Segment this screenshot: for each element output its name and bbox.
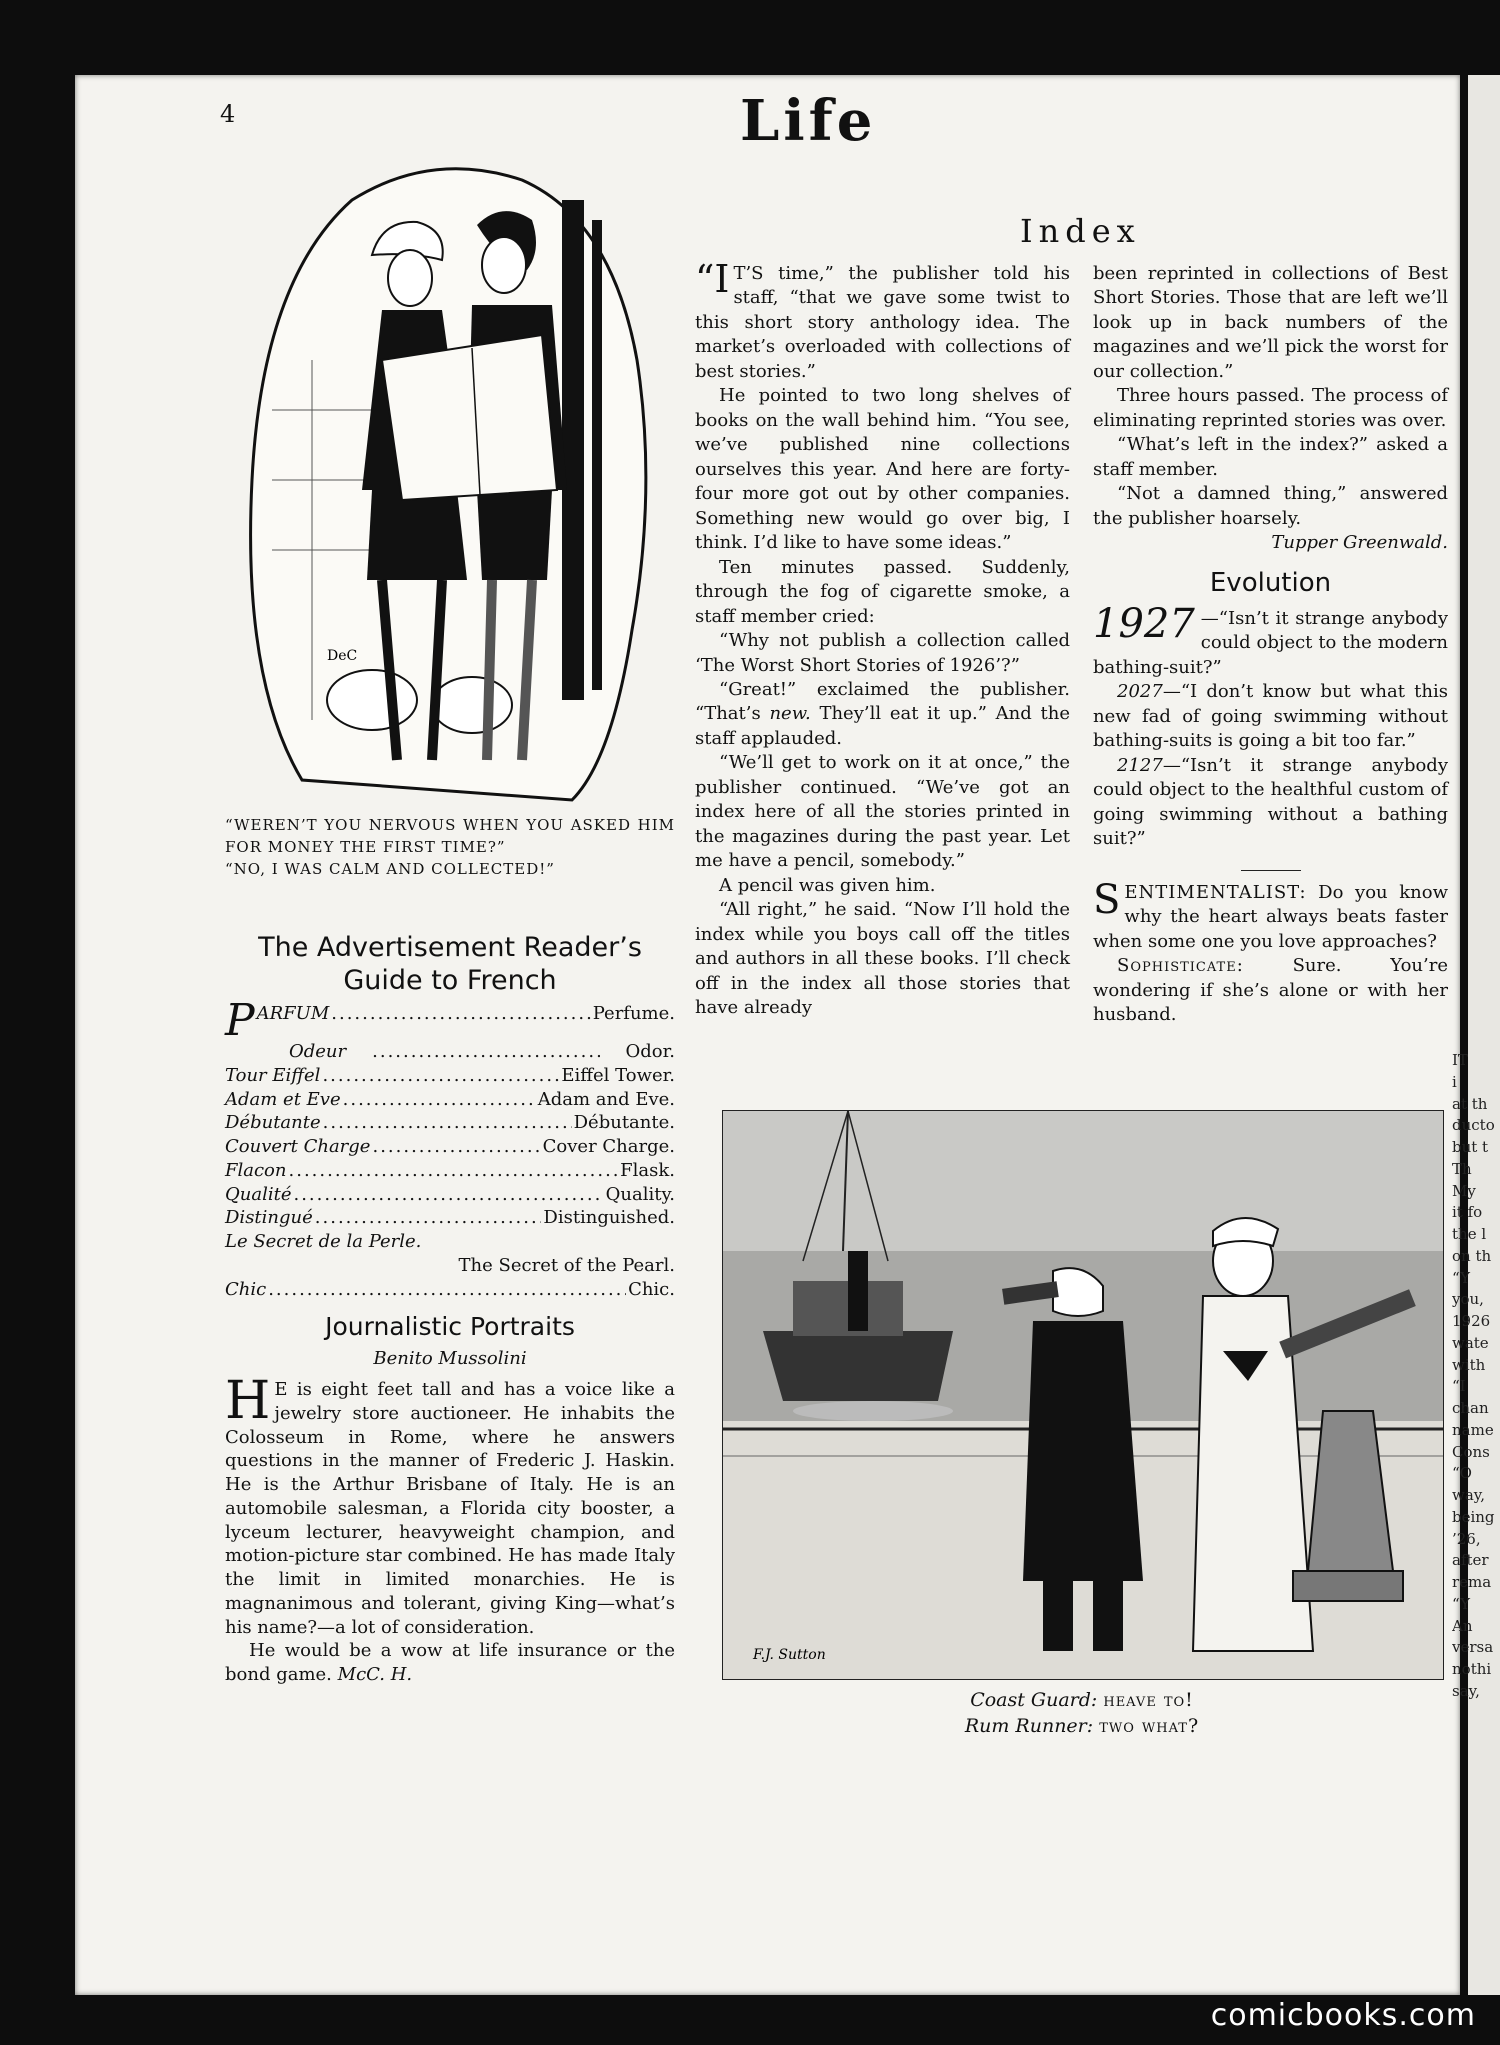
edge-text-line: with xyxy=(1452,1355,1486,1374)
guide-term: ARFUM xyxy=(256,1003,330,1024)
guide-row xyxy=(225,995,675,1046)
section-divider xyxy=(1241,870,1301,871)
index-paragraph: Ten minutes passed. Suddenly, through the fog of cigarette smoke, a staff member cried: xyxy=(695,556,1070,627)
evolution-text: —“Isn’t it strange anybody could object to the healthful custom of going swimming without a bathing suit?” xyxy=(1093,754,1448,850)
edge-text-line: it fo xyxy=(1452,1203,1483,1222)
edge-text-line: Cons xyxy=(1452,1442,1490,1461)
index-text: They’ll eat it up.” And the staff applauded. xyxy=(695,703,1070,749)
guide-term: Tour Eiffel xyxy=(225,1064,321,1086)
journalistic-paragraph: E is eight feet tall and has a voice like a jewelry store auctioneer. He inhabits the Colosseum in Rome, where he answers questions in the manner of Frederic J. Haskin. He is the Arthur Brisbane of Italy. He is an automobile salesman, a Florida city booster, a lyceum lecturer, heavyweight champion, and motion-picture star combined. He has made Italy the limit in limited monarchies. He is magnanimous and tolerant, giving King—what’s his name?—a lot of consideration. xyxy=(225,1379,675,1638)
leader-dots xyxy=(348,1040,599,1064)
index-paragraph: “Not a damned thing,” answered the publisher hoarsely. xyxy=(1093,483,1448,529)
french-guide-list xyxy=(225,995,675,1301)
guide-heading: The Advertisement Reader’s Guide to French xyxy=(258,932,642,996)
evolution-text: —“Isn’t it strange anybody could object to the modern bathing-suit?” xyxy=(1093,607,1448,678)
leader-dots xyxy=(331,1002,590,1040)
edge-text-line: “I xyxy=(1452,1377,1466,1396)
edge-text-line: 1926 xyxy=(1452,1312,1491,1330)
guide-term: Qualité xyxy=(225,1183,292,1205)
edge-text-line: “O xyxy=(1452,1464,1472,1483)
edge-text-line: rema xyxy=(1452,1573,1492,1591)
edge-text-line: “Y xyxy=(1452,1268,1470,1287)
edge-text-line: An xyxy=(1452,1616,1473,1635)
speaker-label: ENTIMENTALIST: xyxy=(1124,881,1307,903)
guide-row xyxy=(225,1278,675,1302)
edge-text-line: the l xyxy=(1452,1225,1487,1243)
edge-text-line: nothi xyxy=(1452,1660,1492,1678)
cartoon-coast-guard-ship xyxy=(722,1110,1444,1680)
journalistic-heading: Journalistic Portraits xyxy=(325,1312,575,1341)
journalistic-signature: McC. H. xyxy=(337,1664,413,1685)
guide-meaning: Chic. xyxy=(628,1278,675,1300)
guide-row xyxy=(225,1159,675,1183)
index-column-right xyxy=(1093,262,1448,1027)
ship-cartoon-caption xyxy=(722,1688,1442,1739)
index-text: “Great!” exclaimed the publisher. “That’s xyxy=(695,678,1070,725)
index-emphasis: new. xyxy=(769,703,811,725)
evolution-heading: Evolution xyxy=(1209,567,1332,598)
edge-text-line: versa xyxy=(1452,1638,1494,1657)
index-signature: Tupper Greenwald. xyxy=(1271,532,1448,554)
edge-text-line: at th xyxy=(1452,1094,1488,1113)
guide-meaning: Adam and Eve. xyxy=(537,1088,675,1110)
edge-text-line: Th xyxy=(1452,1159,1472,1178)
drop-cap: “I xyxy=(695,257,730,301)
index-paragraph: Three hours passed. The process of eliminating reprinted stories was over. xyxy=(1093,385,1448,431)
guide-meaning: Débutante. xyxy=(573,1112,675,1134)
caption-speaker: Rum Runner: xyxy=(964,1714,1094,1737)
guide-row xyxy=(225,1064,675,1088)
guide-meaning: The Secret of the Pearl. xyxy=(458,1254,675,1276)
index-paragraph: “Why not publish a collection called ‘The Worst Short Stories of 1926’?” xyxy=(695,630,1070,676)
edge-text-line: i xyxy=(1452,1072,1457,1091)
leader-dots xyxy=(323,1111,572,1135)
drop-cap: H xyxy=(225,1371,271,1431)
guide-meaning: Distinguished. xyxy=(543,1207,675,1229)
index-paragraph: “What’s left in the index?” asked a staff member. xyxy=(1093,434,1448,480)
caption-speaker: Coast Guard: xyxy=(970,1689,1098,1711)
leader-dots xyxy=(372,1135,540,1159)
guide-meaning: Quality. xyxy=(605,1183,675,1205)
edge-text-line: IT xyxy=(1452,1051,1468,1069)
leader-dots xyxy=(322,1064,559,1088)
watermark: comicbooks.com xyxy=(1210,1998,1476,2033)
edge-text-line: after xyxy=(1452,1551,1489,1570)
caption-line: two what? xyxy=(1099,1714,1200,1737)
guide-meaning: Eiffel Tower. xyxy=(561,1064,675,1086)
guide-term: Flacon xyxy=(225,1159,287,1181)
guide-row xyxy=(225,1206,675,1230)
adjacent-page-text xyxy=(1452,1050,1500,1770)
leader-dots xyxy=(315,1206,542,1230)
edge-text-line: name xyxy=(1452,1420,1494,1439)
journalistic-body xyxy=(225,1371,675,1687)
evolution-year: 2027 xyxy=(1117,681,1163,703)
magazine-title: Life xyxy=(740,88,877,154)
cartoon-artist-signature: F.J. Sutton xyxy=(753,1647,826,1663)
guide-term: Chic xyxy=(225,1278,267,1300)
guide-row xyxy=(225,1183,675,1207)
guide-meaning: Perfume. xyxy=(592,1003,675,1024)
edge-text-line: say, xyxy=(1452,1681,1480,1700)
journalistic-paragraph: He would be a wow at life insurance or the bond game. xyxy=(225,1640,675,1685)
index-paragraph: “All right,” he said. “Now I’ll hold the index while you boys call off the titles and authors in all these books. I’ll check off in the index all those stories that have already xyxy=(695,899,1070,1019)
evolution-text: —“I don’t know but what this new fad of going swimming without bathing-suits is going a bit too far.” xyxy=(1093,681,1448,752)
leader-dots xyxy=(293,1183,603,1207)
guide-meaning: Cover Charge. xyxy=(542,1136,675,1157)
index-paragraph: “We’ll get to work on it at once,” the publisher continued. “We’ve got an index here of all the stories printed in the magazines during the past year. Let me have a pencil, somebody.” xyxy=(695,752,1070,872)
edge-text-line: My xyxy=(1452,1181,1476,1200)
edge-text-line: being xyxy=(1452,1507,1495,1526)
caption-line-question: “WEREN’T YOU NERVOUS WHEN YOU ASKED HIM FOR MONEY THE FIRST TIME?” xyxy=(225,816,675,856)
edge-text-line: you, xyxy=(1452,1290,1484,1309)
caption-line-answer: “NO, I WAS CALM AND COLLECTED!” xyxy=(225,859,555,878)
drop-cap: P xyxy=(225,995,255,1046)
caption-line: heave to! xyxy=(1103,1689,1194,1711)
edge-text-line: but t xyxy=(1452,1138,1489,1156)
evolution-year: 2127 xyxy=(1117,754,1163,776)
guide-term: Débutante xyxy=(225,1112,321,1134)
edge-text-line: way, xyxy=(1452,1486,1486,1504)
leader-dots xyxy=(289,1159,619,1183)
speaker-label: Sophisticate: xyxy=(1117,955,1244,977)
guide-row xyxy=(225,1230,675,1254)
guide-term: Couvert Charge xyxy=(225,1136,371,1157)
joke-text: Do you know why the heart always beats faster when some one you love approaches? xyxy=(1093,881,1448,952)
page-number: 4 xyxy=(220,100,236,128)
journalistic-subtitle: Benito Mussolini xyxy=(373,1348,527,1369)
guide-term: Distingué xyxy=(225,1207,313,1229)
drop-cap: S xyxy=(1093,876,1121,923)
edge-text-line: ducto xyxy=(1452,1116,1495,1135)
evolution-year: 1927 xyxy=(1093,600,1195,647)
guide-term: Odeur xyxy=(289,1041,347,1062)
index-heading: Index xyxy=(1020,212,1141,250)
index-paragraph: been reprinted in collections of Best Short Stories. Those that are left we’ll look up in back numbers of the magazines and we’ll pick the worst for our collection.” xyxy=(1093,263,1448,382)
leader-dots xyxy=(268,1278,626,1302)
guide-row xyxy=(225,1040,675,1064)
leader-dots xyxy=(343,1088,536,1112)
edge-text-line: chan xyxy=(1452,1399,1489,1417)
index-column-left xyxy=(695,257,1070,1021)
guide-row xyxy=(225,1088,675,1112)
edge-text-line: on th xyxy=(1452,1246,1492,1265)
cartoon-two-women-reading xyxy=(232,160,672,810)
edge-text-line: “Y xyxy=(1452,1594,1470,1613)
guide-row xyxy=(225,1135,675,1159)
index-paragraph: He pointed to two long shelves of books on the wall behind him. “You see, we’ve published nine collections ourselves this year. And here are forty-four more got out by other companies. Something new would go over big, I think. I’d like to have some ideas.” xyxy=(695,385,1070,554)
index-paragraph: T’S time,” the publisher told his staff, “that we gave some twist to this short story anthology idea. The market’s overloaded with collections of best stories.” xyxy=(695,263,1070,382)
guide-term: Adam et Eve xyxy=(225,1088,341,1110)
guide-meaning: Flask. xyxy=(620,1159,675,1181)
guide-row xyxy=(225,1111,675,1135)
cartoon-caption xyxy=(225,815,675,880)
joke-text: Sure. You’re wondering if she’s alone or with her husband. xyxy=(1093,955,1448,1026)
edge-text-line: wate xyxy=(1452,1333,1489,1352)
index-paragraph: A pencil was given him. xyxy=(719,874,936,896)
guide-term: Le Secret de la Perle. xyxy=(225,1231,422,1252)
cartoon-artist-signature: DeC xyxy=(327,648,358,664)
edge-text-line: ’26, xyxy=(1452,1529,1481,1548)
guide-meaning: Odor. xyxy=(625,1041,675,1062)
